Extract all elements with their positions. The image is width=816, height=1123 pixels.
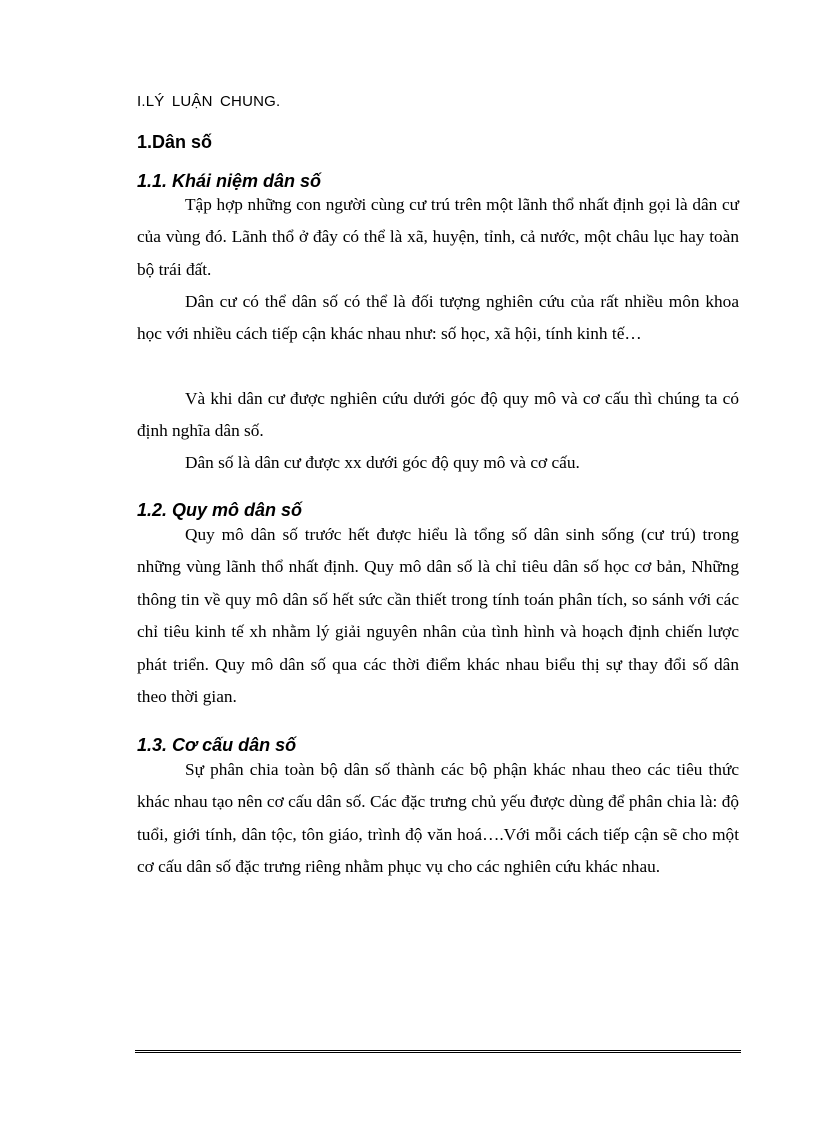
chapter-heading: I.LÝ LUẬN CHUNG.: [137, 93, 281, 110]
paragraph-1-1-c: Và khi dân cư được nghiên cứu dưới góc độ quy mô và cơ cấu thì chúng ta có định nghĩa dân số.: [137, 389, 739, 441]
subsection-heading-1-1: 1.1. Khái niệm dân số: [137, 171, 322, 191]
paragraph-1-1-d: Dân số là dân cư được xx dưới góc độ quy mô và cơ cấu.: [185, 453, 580, 472]
subsection-heading-1-2: 1.2. Quy mô dân số: [137, 500, 303, 520]
section-heading: 1.Dân số: [137, 132, 213, 152]
paragraph-1-3-a: Sự phân chia toàn bộ dân số thành các bộ phận khác nhau theo các tiêu thức khác nhau tạo nên cơ cấu dân số. Các đặc trưng chủ yếu được dùng để phân chia là: độ tuổi, giới tính, dân tộc, tôn giáo, trình độ văn hoá….Với mỗi cách tiếp cận sẽ cho một cơ cấu dân số đặc trưng riêng nhằm phục vụ cho các nghiên cứu khác nhau.: [137, 760, 739, 877]
footer-rule: [135, 1050, 741, 1053]
paragraph-1-2-a: Quy mô dân số trước hết được hiểu là tổng số dân sinh sống (cư trú) trong những vùng lãnh thổ nhất định. Quy mô dân số là chỉ tiêu dân số học cơ bản, Những thông tin về quy mô dân số hết sức cần thiết trong tính toán phân tích, so sánh với các chỉ tiêu kinh tế xh nhằm lý giải nguyên nhân của tình hình và hoạch định chiến lược phát triển. Quy mô dân số qua các thời điểm khác nhau biểu thị sự thay đổi số dân theo thời gian.: [137, 525, 739, 707]
paragraph-1-1-b: Dân cư có thể dân số có thể là đối tượng nghiên cứu của rất nhiều môn khoa học với nhiều cách tiếp cận khác nhau như: số học, xã hội, tính kinh tế…: [137, 292, 739, 344]
subsection-heading-1-3: 1.3. Cơ cấu dân số: [137, 735, 297, 755]
paragraph-1-1-a: Tập hợp những con người cùng cư trú trên một lãnh thổ nhất định gọi là dân cư của vùng đó. Lãnh thổ ở đây có thể là xã, huyện, tỉnh, cả nước, một châu lục hay toàn bộ trái đất.: [137, 195, 739, 279]
